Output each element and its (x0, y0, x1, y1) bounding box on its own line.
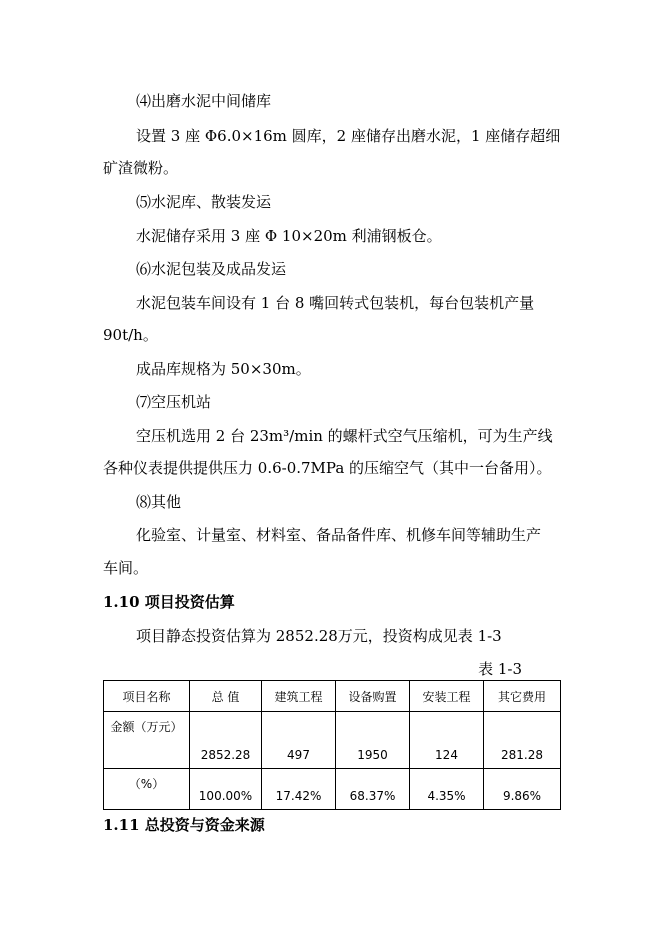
paragraph-line: 空压机选用 2 台 23m³/min 的螺杆式空气压缩机，可为生产线 (136, 427, 553, 445)
paragraph-line: 90t/h。 (103, 326, 158, 344)
table-header-row (104, 681, 561, 712)
table-cell: 1950 (336, 712, 410, 769)
subheading-packing: ⑹水泥包装及成品发运 (136, 260, 287, 278)
subheading-air-compressor: ⑺空压机站 (136, 393, 212, 411)
header-cell: 项目名称 (104, 681, 190, 712)
header-cell: 其它费用 (484, 681, 561, 712)
subheading-bulk-dispatch: ⑸水泥库、散装发运 (136, 193, 272, 211)
header-cell: 安装工程 (410, 681, 484, 712)
paragraph-line: 设置 3 座 Φ6.0×16m 圆库，2 座储存出磨水泥，1 座储存超细 (136, 127, 561, 145)
header-cell: 设备购置 (336, 681, 410, 712)
table-cell: 100.00% (190, 769, 262, 810)
header-cell: 建筑工程 (262, 681, 336, 712)
paragraph-line: 各种仪表提供提供压力 0.6-0.7MPa 的压缩空气（其中一台备用）。 (103, 459, 552, 477)
row-label: （%） (104, 769, 190, 810)
table-cell: 17.42% (262, 769, 336, 810)
subheading-cement-storage: ⑷出磨水泥中间储库 (136, 92, 272, 110)
table-row-percent (104, 769, 561, 810)
table-cell: 9.86% (484, 769, 561, 810)
section-heading-1-11: 1.11 总投资与资金来源 (103, 816, 265, 834)
table-cell: 4.35% (410, 769, 484, 810)
paragraph-line: 水泥包装车间设有 1 台 8 嘴回转式包装机，每台包装机产量 (136, 294, 535, 312)
table-cell: 2852.28 (190, 712, 262, 769)
row-label: 金额（万元） (104, 712, 190, 769)
paragraph-line: 化验室、计量室、材料室、备品备件库、机修车间等辅助生产 (136, 526, 542, 544)
table-cell: 281.28 (484, 712, 561, 769)
table-cell: 68.37% (336, 769, 410, 810)
table-caption: 表 1-3 (478, 660, 522, 678)
table-cell: 124 (410, 712, 484, 769)
investment-intro: 项目静态投资估算为 2852.28万元，投资构成见表 1-3 (136, 627, 502, 645)
investment-table (103, 680, 561, 810)
paragraph-line: 成品库规格为 50×30m。 (136, 360, 311, 378)
header-cell: 总 值 (190, 681, 262, 712)
subheading-others: ⑻其他 (136, 493, 182, 511)
paragraph-line: 水泥储存采用 3 座 Φ 10×20m 利浦钢板仓。 (136, 227, 442, 245)
table-row-amount (104, 712, 561, 769)
table-cell: 497 (262, 712, 336, 769)
section-heading-1-10: 1.10 项目投资估算 (103, 593, 235, 611)
paragraph-line: 矿渣微粉。 (103, 159, 179, 177)
paragraph-line: 车间。 (103, 559, 149, 577)
